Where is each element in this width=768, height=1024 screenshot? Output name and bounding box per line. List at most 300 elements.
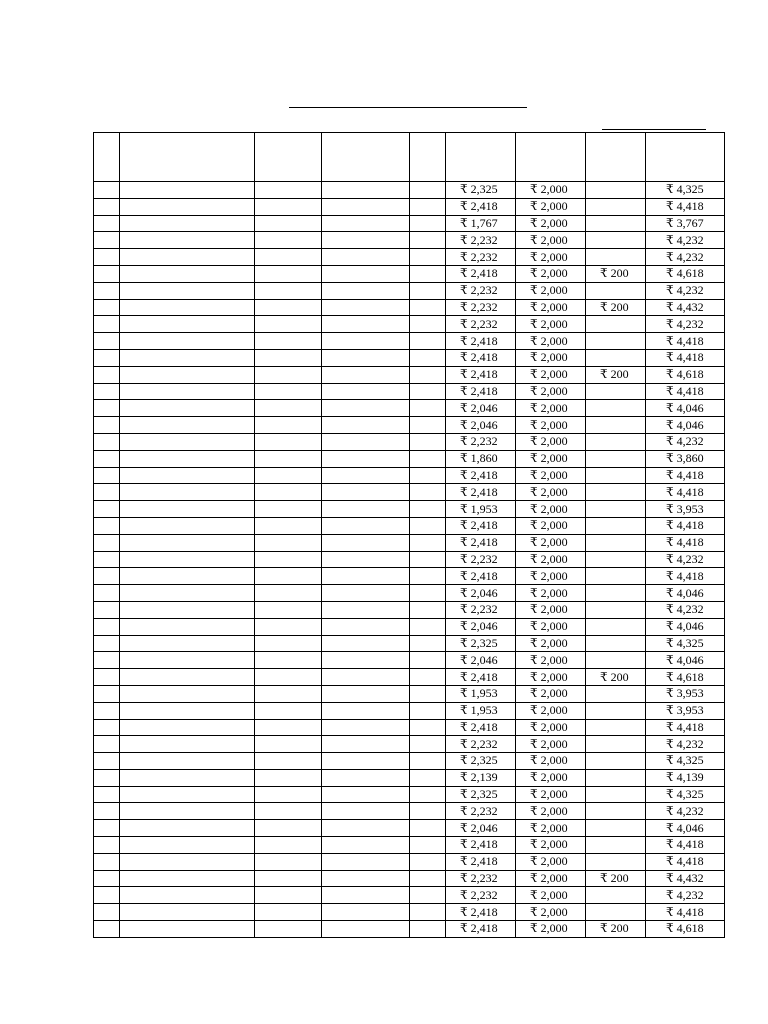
col3-cell: [255, 803, 322, 820]
fixed-cell: ₹ 2,000: [516, 887, 586, 904]
col4-cell: [322, 467, 410, 484]
amount-cell: ₹ 2,418: [446, 198, 516, 215]
fixed-cell: ₹ 2,000: [516, 282, 586, 299]
table-row: [94, 786, 725, 803]
col3-cell: [255, 601, 322, 618]
fixed-cell: ₹ 2,000: [516, 450, 586, 467]
col5-cell: [410, 921, 446, 938]
sno-cell: [94, 400, 120, 417]
fixed-cell: ₹ 2,000: [516, 786, 586, 803]
sno-cell: [94, 921, 120, 938]
name-cell: [120, 820, 255, 837]
total-cell: ₹ 4,432: [646, 870, 725, 887]
name-cell: [120, 501, 255, 518]
name-cell: [120, 517, 255, 534]
total-cell: ₹ 4,046: [646, 820, 725, 837]
amount-cell: ₹ 2,232: [446, 249, 516, 266]
fixed-cell: ₹ 2,000: [516, 870, 586, 887]
table-row: [94, 652, 725, 669]
col4-cell: [322, 601, 410, 618]
col3-cell: [255, 769, 322, 786]
col5-cell: [410, 484, 446, 501]
total-cell: ₹ 4,325: [646, 182, 725, 199]
sno-cell: [94, 601, 120, 618]
col5-cell: [410, 232, 446, 249]
extra-cell: [586, 333, 646, 350]
col5-cell: [410, 736, 446, 753]
fixed-cell: ₹ 2,000: [516, 853, 586, 870]
col3-cell: [255, 182, 322, 199]
amount-cell: ₹ 2,418: [446, 366, 516, 383]
col3-cell: [255, 736, 322, 753]
total-cell: ₹ 4,618: [646, 669, 725, 686]
amount-cell: ₹ 2,232: [446, 870, 516, 887]
header-cell-name: [120, 133, 255, 182]
amount-cell: ₹ 2,232: [446, 299, 516, 316]
table-row: [94, 736, 725, 753]
amount-cell: ₹ 1,953: [446, 702, 516, 719]
extra-cell: [586, 753, 646, 770]
extra-cell: [586, 837, 646, 854]
table-row: [94, 534, 725, 551]
sno-cell: [94, 501, 120, 518]
table-row: [94, 182, 725, 199]
sno-cell: [94, 820, 120, 837]
col3-cell: [255, 534, 322, 551]
fixed-cell: ₹ 2,000: [516, 249, 586, 266]
col4-cell: [322, 820, 410, 837]
sno-cell: [94, 265, 120, 282]
total-cell: ₹ 4,418: [646, 853, 725, 870]
col3-cell: [255, 265, 322, 282]
extra-cell: [586, 736, 646, 753]
table-row: [94, 635, 725, 652]
amount-cell: ₹ 2,418: [446, 904, 516, 921]
extra-cell: [586, 198, 646, 215]
sno-cell: [94, 417, 120, 434]
extra-cell: [586, 249, 646, 266]
col3-cell: [255, 232, 322, 249]
table-row: [94, 921, 725, 938]
fixed-cell: ₹ 2,000: [516, 215, 586, 232]
col3-cell: [255, 585, 322, 602]
fixed-cell: ₹ 2,000: [516, 400, 586, 417]
name-cell: [120, 232, 255, 249]
name-cell: [120, 383, 255, 400]
col3-cell: [255, 249, 322, 266]
col4-cell: [322, 534, 410, 551]
table-row: [94, 433, 725, 450]
total-cell: ₹ 4,418: [646, 517, 725, 534]
total-cell: ₹ 4,232: [646, 316, 725, 333]
amount-cell: ₹ 2,232: [446, 803, 516, 820]
fixed-cell: ₹ 2,000: [516, 685, 586, 702]
name-cell: [120, 568, 255, 585]
name-cell: [120, 282, 255, 299]
name-cell: [120, 887, 255, 904]
table-row: [94, 501, 725, 518]
total-cell: ₹ 4,232: [646, 803, 725, 820]
extra-cell: [586, 853, 646, 870]
amount-cell: ₹ 2,418: [446, 669, 516, 686]
sno-cell: [94, 769, 120, 786]
sno-cell: [94, 215, 120, 232]
amount-cell: ₹ 2,046: [446, 417, 516, 434]
sno-cell: [94, 853, 120, 870]
sno-cell: [94, 904, 120, 921]
ledger-table: [93, 132, 725, 938]
col5-cell: [410, 601, 446, 618]
col5-cell: [410, 769, 446, 786]
amount-cell: ₹ 2,418: [446, 333, 516, 350]
col3-cell: [255, 299, 322, 316]
col3-cell: [255, 786, 322, 803]
extra-cell: [586, 450, 646, 467]
fixed-cell: ₹ 2,000: [516, 618, 586, 635]
col5-cell: [410, 820, 446, 837]
table-row: [94, 568, 725, 585]
col3-cell: [255, 316, 322, 333]
header-cell-col5: [410, 133, 446, 182]
col4-cell: [322, 685, 410, 702]
col4-cell: [322, 568, 410, 585]
extra-cell: [586, 719, 646, 736]
table-row: [94, 215, 725, 232]
col3-cell: [255, 618, 322, 635]
col5-cell: [410, 534, 446, 551]
col4-cell: [322, 182, 410, 199]
col3-cell: [255, 282, 322, 299]
col3-cell: [255, 887, 322, 904]
extra-cell: [586, 349, 646, 366]
header-cell-extra: [586, 133, 646, 182]
table-row: [94, 249, 725, 266]
sno-cell: [94, 282, 120, 299]
fixed-cell: ₹ 2,000: [516, 198, 586, 215]
total-cell: ₹ 4,418: [646, 333, 725, 350]
total-cell: ₹ 4,418: [646, 349, 725, 366]
fixed-cell: ₹ 2,000: [516, 702, 586, 719]
extra-cell: [586, 652, 646, 669]
extra-cell: [586, 820, 646, 837]
total-cell: ₹ 4,325: [646, 753, 725, 770]
name-cell: [120, 417, 255, 434]
sno-cell: [94, 870, 120, 887]
fixed-cell: ₹ 2,000: [516, 383, 586, 400]
name-cell: [120, 551, 255, 568]
col4-cell: [322, 702, 410, 719]
col4-cell: [322, 383, 410, 400]
col3-cell: [255, 215, 322, 232]
total-cell: ₹ 4,618: [646, 921, 725, 938]
col5-cell: [410, 383, 446, 400]
col5-cell: [410, 904, 446, 921]
table-row: [94, 853, 725, 870]
amount-cell: ₹ 2,046: [446, 400, 516, 417]
col4-cell: [322, 786, 410, 803]
col4-cell: [322, 635, 410, 652]
extra-cell: ₹ 200: [586, 299, 646, 316]
col4-cell: [322, 400, 410, 417]
col5-cell: [410, 870, 446, 887]
extra-cell: [586, 685, 646, 702]
fixed-cell: ₹ 2,000: [516, 568, 586, 585]
table-row: [94, 366, 725, 383]
fixed-cell: ₹ 2,000: [516, 265, 586, 282]
table-row: [94, 232, 725, 249]
total-cell: ₹ 3,953: [646, 685, 725, 702]
table-row: [94, 484, 725, 501]
col5-cell: [410, 333, 446, 350]
col4-cell: [322, 349, 410, 366]
table-row: [94, 702, 725, 719]
extra-cell: ₹ 200: [586, 870, 646, 887]
name-cell: [120, 904, 255, 921]
amount-cell: ₹ 2,232: [446, 232, 516, 249]
header-cell-sno: [94, 133, 120, 182]
sno-cell: [94, 736, 120, 753]
extra-cell: [586, 467, 646, 484]
col4-cell: [322, 669, 410, 686]
table-row: [94, 870, 725, 887]
fixed-cell: ₹ 2,000: [516, 501, 586, 518]
total-cell: ₹ 4,232: [646, 249, 725, 266]
header-cell-total: [646, 133, 725, 182]
col3-cell: [255, 853, 322, 870]
col5-cell: [410, 349, 446, 366]
col5-cell: [410, 618, 446, 635]
table-row: [94, 400, 725, 417]
col4-cell: [322, 921, 410, 938]
amount-cell: ₹ 1,953: [446, 685, 516, 702]
name-cell: [120, 786, 255, 803]
extra-cell: [586, 702, 646, 719]
amount-cell: ₹ 2,325: [446, 786, 516, 803]
total-cell: ₹ 4,418: [646, 383, 725, 400]
name-cell: [120, 433, 255, 450]
sno-cell: [94, 753, 120, 770]
amount-cell: ₹ 2,232: [446, 601, 516, 618]
total-cell: ₹ 4,418: [646, 837, 725, 854]
total-cell: ₹ 4,232: [646, 601, 725, 618]
table-row: [94, 333, 725, 350]
sno-cell: [94, 182, 120, 199]
amount-cell: ₹ 2,418: [446, 568, 516, 585]
amount-cell: ₹ 2,418: [446, 534, 516, 551]
table-row: [94, 417, 725, 434]
col5-cell: [410, 786, 446, 803]
table-row: [94, 585, 725, 602]
extra-cell: [586, 618, 646, 635]
name-cell: [120, 366, 255, 383]
total-cell: ₹ 4,418: [646, 534, 725, 551]
sno-cell: [94, 551, 120, 568]
sno-cell: [94, 383, 120, 400]
sno-cell: [94, 198, 120, 215]
total-cell: ₹ 4,418: [646, 568, 725, 585]
table-row: [94, 753, 725, 770]
name-cell: [120, 769, 255, 786]
col5-cell: [410, 400, 446, 417]
col3-cell: [255, 366, 322, 383]
extra-cell: ₹ 200: [586, 669, 646, 686]
col5-cell: [410, 837, 446, 854]
fixed-cell: ₹ 2,000: [516, 316, 586, 333]
fixed-cell: ₹ 2,000: [516, 921, 586, 938]
table-row: [94, 467, 725, 484]
name-cell: [120, 400, 255, 417]
col3-cell: [255, 921, 322, 938]
col4-cell: [322, 753, 410, 770]
col5-cell: [410, 685, 446, 702]
col5-cell: [410, 417, 446, 434]
col4-cell: [322, 249, 410, 266]
sno-cell: [94, 702, 120, 719]
extra-cell: ₹ 200: [586, 366, 646, 383]
fixed-cell: ₹ 2,000: [516, 366, 586, 383]
total-cell: ₹ 4,325: [646, 786, 725, 803]
col3-cell: [255, 669, 322, 686]
fixed-cell: ₹ 2,000: [516, 769, 586, 786]
fixed-cell: ₹ 2,000: [516, 803, 586, 820]
col5-cell: [410, 501, 446, 518]
col5-cell: [410, 853, 446, 870]
total-cell: ₹ 4,232: [646, 887, 725, 904]
extra-cell: [586, 517, 646, 534]
name-cell: [120, 870, 255, 887]
col3-cell: [255, 652, 322, 669]
amount-cell: ₹ 1,953: [446, 501, 516, 518]
col4-cell: [322, 736, 410, 753]
col4-cell: [322, 585, 410, 602]
sno-cell: [94, 316, 120, 333]
table-row: [94, 551, 725, 568]
col4-cell: [322, 433, 410, 450]
sno-cell: [94, 534, 120, 551]
total-cell: ₹ 4,418: [646, 198, 725, 215]
fixed-cell: ₹ 2,000: [516, 467, 586, 484]
name-cell: [120, 736, 255, 753]
extra-cell: [586, 316, 646, 333]
sno-cell: [94, 635, 120, 652]
sno-cell: [94, 232, 120, 249]
col3-cell: [255, 484, 322, 501]
extra-cell: ₹ 200: [586, 265, 646, 282]
amount-cell: ₹ 2,232: [446, 316, 516, 333]
extra-cell: [586, 383, 646, 400]
extra-cell: [586, 501, 646, 518]
table-row: [94, 719, 725, 736]
fixed-cell: ₹ 2,000: [516, 232, 586, 249]
col5-cell: [410, 702, 446, 719]
name-cell: [120, 837, 255, 854]
extra-cell: ₹ 200: [586, 921, 646, 938]
col5-cell: [410, 299, 446, 316]
extra-cell: [586, 215, 646, 232]
total-cell: ₹ 4,232: [646, 551, 725, 568]
fixed-cell: ₹ 2,000: [516, 904, 586, 921]
extra-cell: [586, 433, 646, 450]
fixed-cell: ₹ 2,000: [516, 753, 586, 770]
table-row: [94, 198, 725, 215]
amount-cell: ₹ 2,232: [446, 551, 516, 568]
fixed-cell: ₹ 2,000: [516, 484, 586, 501]
fixed-cell: ₹ 2,000: [516, 719, 586, 736]
col4-cell: [322, 719, 410, 736]
extra-cell: [586, 551, 646, 568]
table-row: [94, 601, 725, 618]
fixed-cell: ₹ 2,000: [516, 736, 586, 753]
amount-cell: ₹ 1,767: [446, 215, 516, 232]
table-row: [94, 349, 725, 366]
table-row: [94, 837, 725, 854]
fixed-cell: ₹ 2,000: [516, 349, 586, 366]
name-cell: [120, 484, 255, 501]
col5-cell: [410, 316, 446, 333]
col5-cell: [410, 517, 446, 534]
total-cell: ₹ 4,418: [646, 484, 725, 501]
col5-cell: [410, 198, 446, 215]
col4-cell: [322, 853, 410, 870]
name-cell: [120, 333, 255, 350]
col3-cell: [255, 467, 322, 484]
col5-cell: [410, 249, 446, 266]
sno-cell: [94, 299, 120, 316]
table-row: [94, 316, 725, 333]
col4-cell: [322, 316, 410, 333]
col5-cell: [410, 635, 446, 652]
col3-cell: [255, 433, 322, 450]
header-cell-fixed: [516, 133, 586, 182]
total-cell: ₹ 4,139: [646, 769, 725, 786]
amount-cell: ₹ 2,418: [446, 853, 516, 870]
total-cell: ₹ 4,046: [646, 618, 725, 635]
total-cell: ₹ 4,232: [646, 232, 725, 249]
col5-cell: [410, 433, 446, 450]
amount-cell: ₹ 2,418: [446, 467, 516, 484]
amount-cell: ₹ 2,046: [446, 820, 516, 837]
col4-cell: [322, 417, 410, 434]
col4-cell: [322, 887, 410, 904]
col3-cell: [255, 349, 322, 366]
extra-cell: [586, 601, 646, 618]
sno-cell: [94, 568, 120, 585]
col4-cell: [322, 652, 410, 669]
col5-cell: [410, 669, 446, 686]
total-cell: ₹ 3,767: [646, 215, 725, 232]
col5-cell: [410, 265, 446, 282]
table-row: [94, 769, 725, 786]
col4-cell: [322, 282, 410, 299]
col4-cell: [322, 265, 410, 282]
col4-cell: [322, 551, 410, 568]
table-row: [94, 282, 725, 299]
sno-cell: [94, 719, 120, 736]
col4-cell: [322, 870, 410, 887]
col4-cell: [322, 904, 410, 921]
header-cell-col4: [322, 133, 410, 182]
col3-cell: [255, 551, 322, 568]
col3-cell: [255, 635, 322, 652]
table-row: [94, 618, 725, 635]
amount-cell: ₹ 2,046: [446, 652, 516, 669]
sno-cell: [94, 517, 120, 534]
total-cell: ₹ 4,232: [646, 433, 725, 450]
amount-cell: ₹ 2,325: [446, 635, 516, 652]
total-cell: ₹ 3,953: [646, 702, 725, 719]
name-cell: [120, 652, 255, 669]
name-cell: [120, 585, 255, 602]
